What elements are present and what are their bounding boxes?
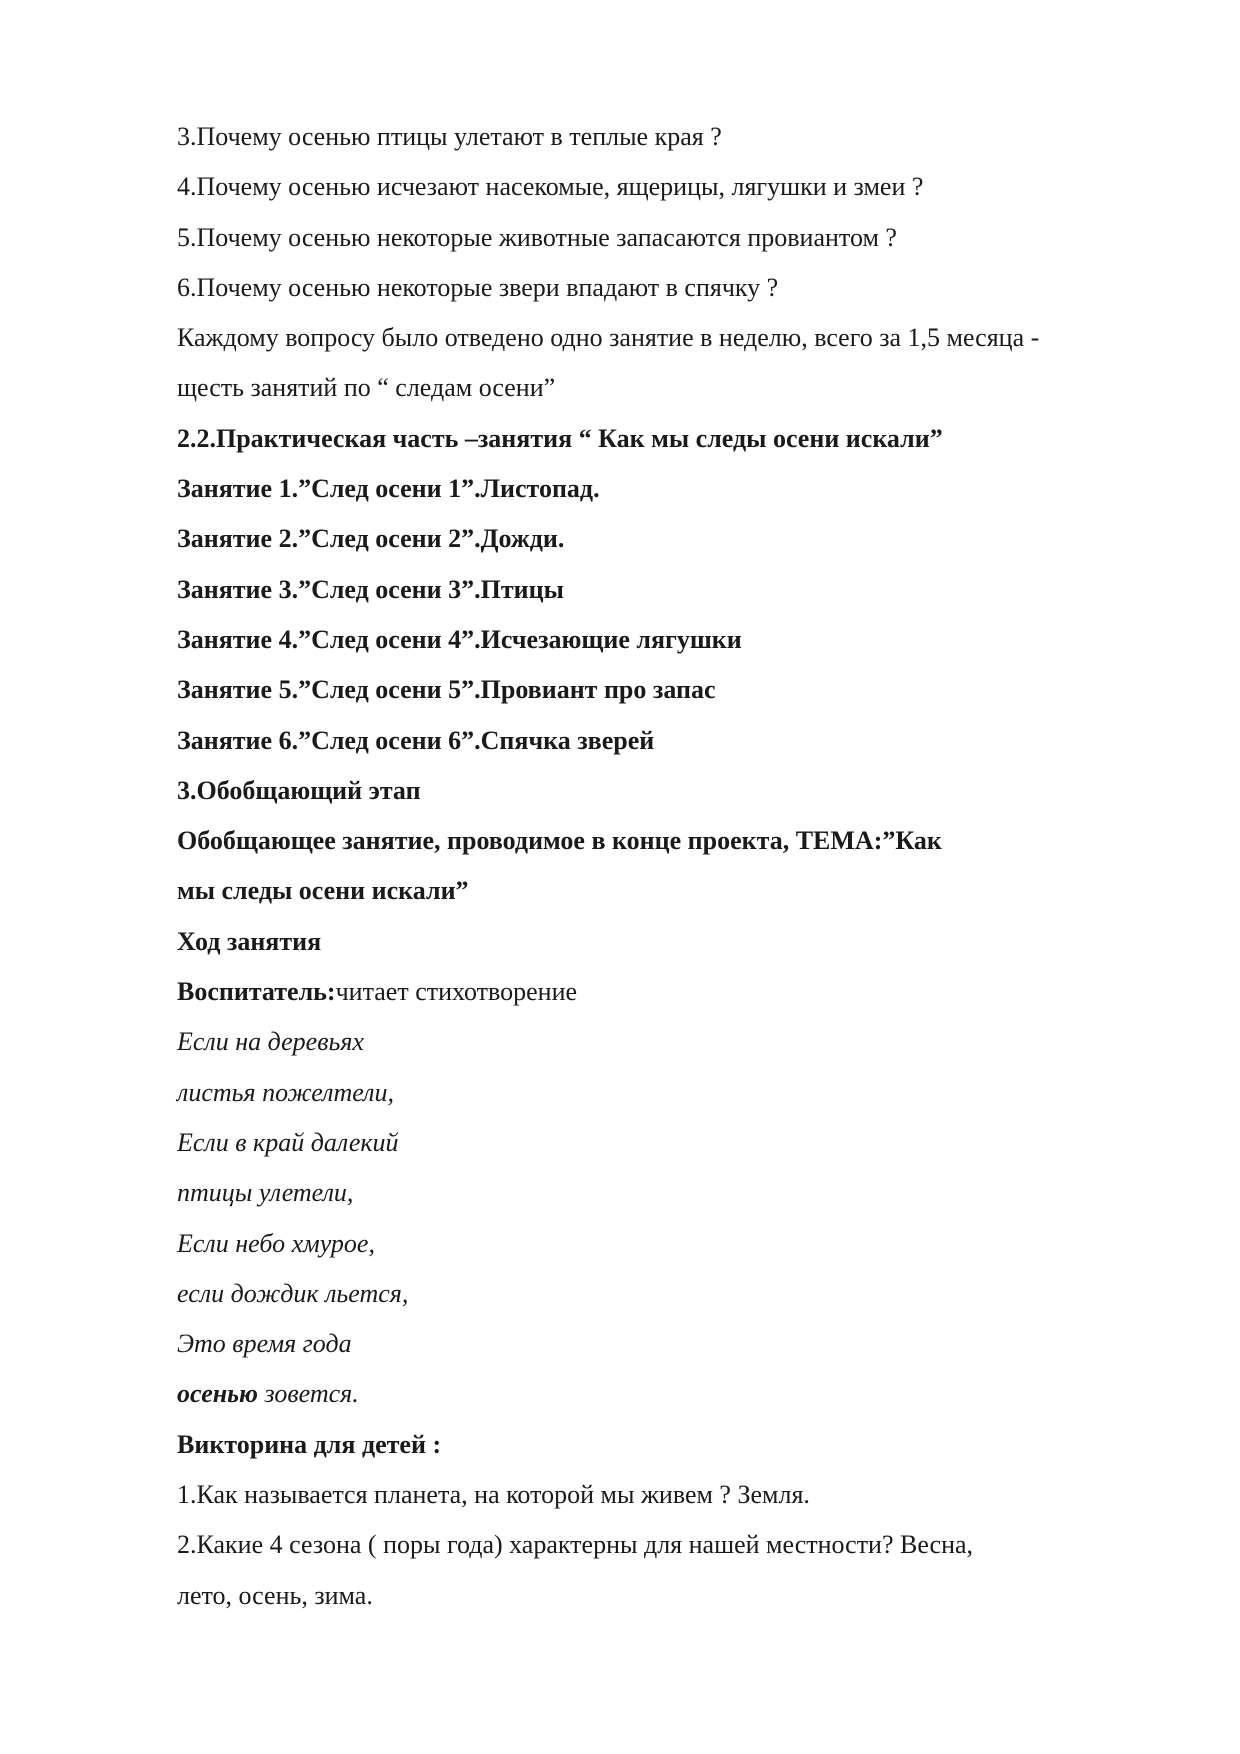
- poem-line-5: Если небо хмурое,: [177, 1228, 375, 1258]
- lesson-6: Занятие 6.”След осени 6”.Спячка зверей: [177, 725, 655, 755]
- document-page: [177, 112, 1167, 1621]
- poem-line-4: птицы улетели,: [177, 1178, 354, 1208]
- quiz-question-2-line-2: лето, осень, зима.: [177, 1580, 373, 1610]
- quiz-question-2-line-1: 2.Какие 4 сезона ( поры года) характерны для нашей местности? Весна,: [177, 1530, 974, 1560]
- poem-last-bold: осенью: [177, 1379, 259, 1409]
- question-6: 6.Почему осенью некоторые звери впадают в спячку ?: [177, 272, 779, 302]
- question-5: 5.Почему осенью некоторые животные запасаются провиантом ?: [177, 222, 897, 252]
- course-heading: Ход занятия: [177, 926, 322, 956]
- poem-line-1: Если на деревьях: [177, 1027, 364, 1057]
- intro-line-2: щесть занятий по “ следам осени”: [177, 373, 556, 403]
- poem-line-8: [177, 1369, 1167, 1419]
- lesson-4: Занятие 4.”След осени 4”.Исчезающие лягушки: [177, 624, 742, 654]
- teacher-text: читает стихотворение: [335, 977, 578, 1007]
- lesson-2: Занятие 2.”След осени 2”.Дожди.: [177, 524, 565, 554]
- poem-line-7: Это время года: [177, 1329, 352, 1359]
- intro-line-1: Каждому вопросу было отведено одно занятие в неделю, всего за 1,5 месяца -: [177, 323, 1040, 353]
- teacher-label: Воспитатель:: [177, 977, 336, 1007]
- lesson-1: Занятие 1.”След осени 1”.Листопад.: [177, 474, 600, 504]
- summary-theme-line-2: мы следы осени искали”: [177, 876, 469, 906]
- question-4: 4.Почему осенью исчезают насекомые, ящерицы, лягушки и змеи ?: [177, 172, 924, 202]
- teacher-line: [177, 967, 1167, 1017]
- question-3: 3.Почему осенью птицы улетают в теплые края ?: [177, 122, 722, 151]
- poem-line-2: листья пожелтели,: [177, 1077, 395, 1107]
- summary-theme-line-1: Обобщающее занятие, проводимое в конце проекта, ТЕМА:”Как: [177, 826, 942, 856]
- quiz-question-1: 1.Как называется планета, на которой мы живем ? Земля.: [177, 1480, 810, 1510]
- poem-line-6: если дождик льется,: [177, 1278, 409, 1308]
- summary-heading: 3.Обобщающий этап: [177, 775, 421, 805]
- lesson-3: Занятие 3.”След осени 3”.Птицы: [177, 574, 564, 604]
- practical-heading: 2.2.Практическая часть –занятия “ Как мы следы осени искали”: [177, 423, 943, 453]
- poem-line-3: Если в край далекий: [177, 1127, 399, 1157]
- lesson-5: Занятие 5.”След осени 5”.Провиант про запас: [177, 675, 716, 705]
- poem-last-rest: зовется.: [258, 1379, 359, 1409]
- quiz-heading: Викторина для детей :: [177, 1429, 442, 1459]
